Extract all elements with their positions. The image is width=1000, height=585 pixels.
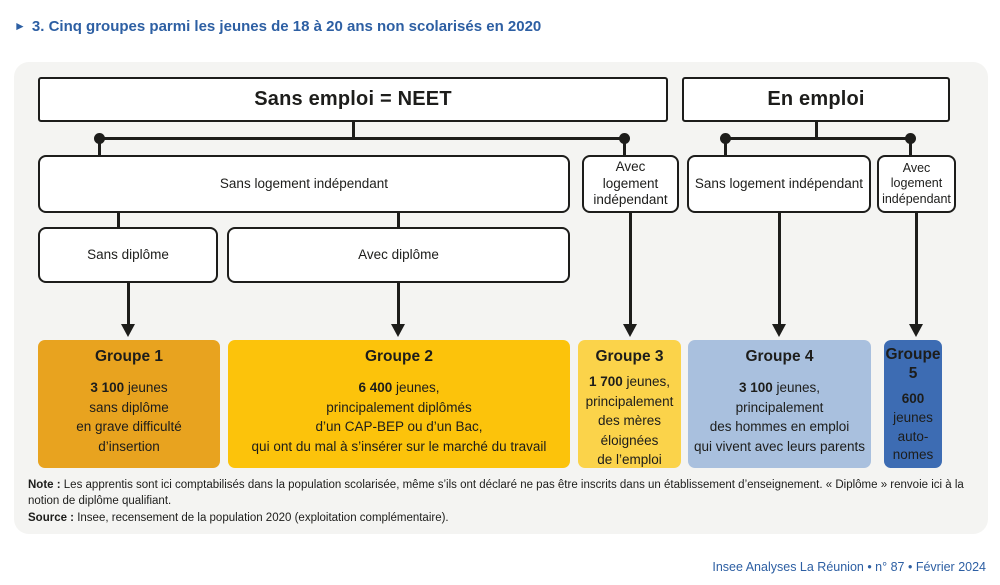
- group-1-count-line: 3 100 jeunes: [90, 380, 168, 395]
- arrow-head-icon: [623, 324, 637, 337]
- arrow-head-icon: [772, 324, 786, 337]
- group-5-title: Groupe 5: [885, 346, 941, 383]
- group-5-count-line: 600: [901, 390, 925, 406]
- group-4-title: Groupe 4: [745, 348, 814, 365]
- group-3-lines: principalement des mères éloignées de l’emploi: [585, 393, 674, 468]
- group-3-title: Groupe 3: [595, 348, 664, 365]
- group-3-count-line: 1 700 jeunes,: [588, 374, 671, 389]
- connector-line: [909, 138, 912, 156]
- group-5-lines: jeunes auto- nomes: [892, 409, 934, 463]
- node-en-emploi: En emploi: [682, 77, 950, 122]
- node-avec-diplome: Avec diplôme: [227, 227, 570, 283]
- arrow-head-icon: [391, 324, 405, 337]
- node-emploi-sans-logement: Sans logement indépendant: [687, 155, 871, 213]
- arrow-line: [397, 283, 400, 326]
- group-2-lines: principalement diplômés d’un CAP-BEP ou d’un Bac, qui ont du mal à s’insérer sur le marché du travail: [251, 399, 547, 454]
- connector-line: [623, 138, 626, 156]
- figure-title: [14, 18, 541, 35]
- connector-line: [98, 138, 101, 156]
- connector-line: [725, 137, 910, 140]
- arrow-line: [629, 213, 632, 326]
- group-4-body: [692, 378, 867, 456]
- group-5-box: [884, 340, 942, 468]
- arrow-head-icon: [909, 324, 923, 337]
- node-emploi-avec-logement: Avec logement indépendant: [877, 155, 956, 213]
- group-1-box: [38, 340, 220, 468]
- source-line: Source : Insee, recensement de la population 2020 (exploitation complémentaire).: [28, 511, 449, 524]
- group-4-box: [688, 340, 871, 468]
- group-1-lines: sans diplôme en grave difficulté d’insertion: [76, 399, 182, 454]
- node-neet-avec-logement: Avec logement indépendant: [582, 155, 679, 213]
- arrow-line: [915, 213, 918, 326]
- arrow-head-icon: [121, 324, 135, 337]
- node-sans-diplome: Sans diplôme: [38, 227, 218, 283]
- connector-line: [99, 137, 624, 140]
- group-1-body: [42, 378, 216, 456]
- node-neet-sans-logement: Sans logement indépendant: [38, 155, 570, 213]
- note-line: Note : Les apprentis sont ici comptabilisés dans la population scolarisée, même s’ils ont déclaré ne pas être inscrits dans un établissement d’enseignement. « Diplôme » renvoie ici à la notion de diplôme qualifiant.: [28, 479, 964, 508]
- connector-line: [117, 212, 120, 228]
- connector-line: [815, 121, 818, 138]
- group-4-count-line: 3 100 jeunes,: [738, 380, 821, 395]
- arrow-line: [127, 283, 130, 326]
- group-3-box: [578, 340, 681, 468]
- group-2-box: [228, 340, 570, 468]
- connector-line: [397, 212, 400, 228]
- arrow-line: [778, 213, 781, 326]
- group-2-body: [232, 378, 566, 456]
- group-2-count-line: 6 400 jeunes,: [358, 380, 440, 395]
- group-1-title: Groupe 1: [94, 348, 164, 365]
- connector-line: [724, 138, 727, 156]
- group-2-title: Groupe 2: [364, 348, 434, 365]
- group-5-body: [885, 390, 941, 466]
- group-4-lines: principalement des hommes en emploi qui vivent avec leurs parents: [693, 399, 866, 454]
- publication-footer: Insee Analyses La Réunion • n° 87 • Février 2024: [712, 560, 986, 574]
- figure-title-text: 3. Cinq groupes parmi les jeunes de 18 à 20 ans non scolarisés en 2020: [31, 18, 542, 35]
- node-sans-emploi-neet: Sans emploi = NEET: [38, 77, 668, 122]
- connector-line: [352, 121, 355, 138]
- notes-block: [28, 477, 976, 526]
- group-3-body: [582, 372, 677, 468]
- triangle-bullet-icon: ►: [14, 19, 26, 33]
